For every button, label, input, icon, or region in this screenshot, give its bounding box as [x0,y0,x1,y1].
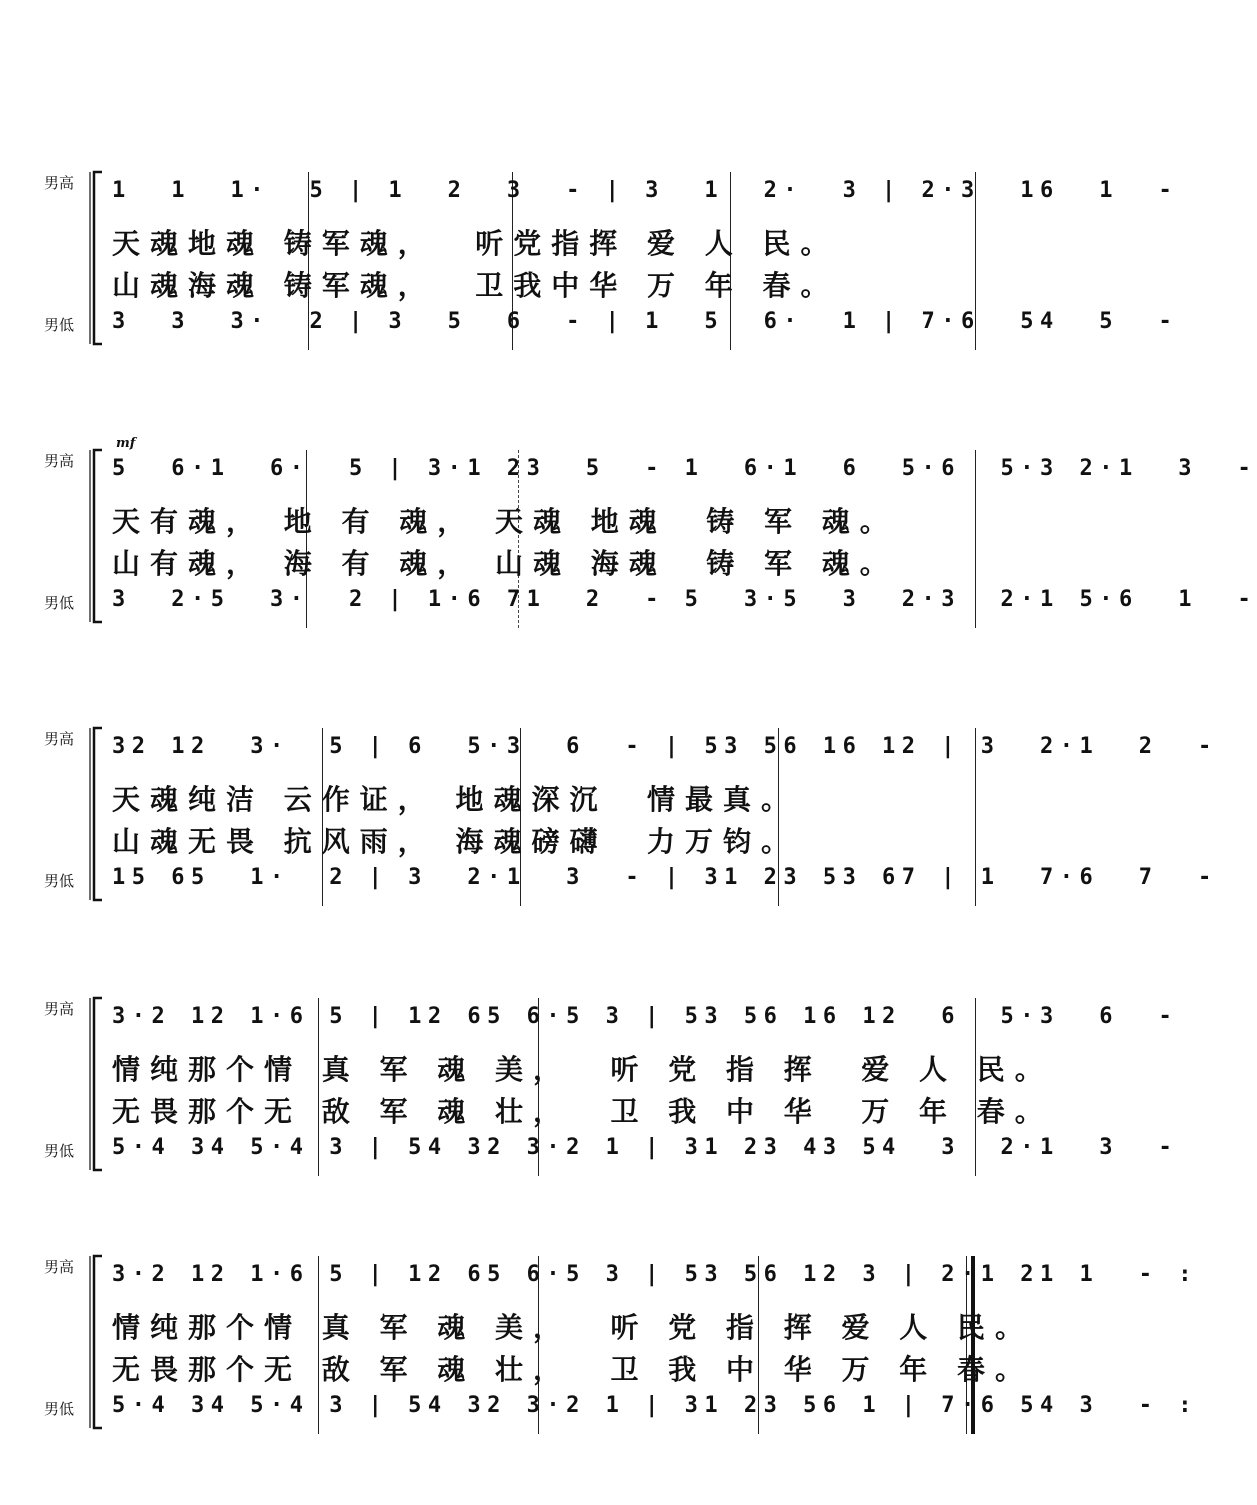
system-bracket [88,1254,104,1430]
notes-high: 3·2 12 1·6 5 | 12 65 6·5 3 | 53 56 16 12 6 5·3 6 - [112,1004,1179,1029]
notes-high: 32 12 3· 5 | 6 5·3 6 - | 53 56 16 12 | 3 2·1 2 - [112,734,1218,759]
system-bracket [88,170,104,346]
lyrics-verse-2: 山魂无畏 抗风雨， 海魂磅礴 力万钧。 [112,825,799,858]
system-2 [0,436,1257,642]
part-label-low: 男低 [44,1142,75,1160]
part-label-low: 男低 [44,1400,75,1418]
part-label-high: 男高 [44,1000,75,1018]
part-label-high: 男高 [44,1258,75,1276]
lyrics-verse-2: 无畏那个无 敌 军 魂 壮， 卫 我 中 华 万 年 春。 [112,1095,1053,1128]
lyrics-verse-1: 天有魂， 地 有 魂， 天魂 地魂 铸 军 魂。 [112,505,898,538]
notes-low: 15 65 1· 2 | 3 2·1 3 - | 31 23 53 67 | 1 7·6 7 - [112,865,1218,890]
system-bracket [88,448,104,624]
lyrics-verse-2: 无畏那个无 敌 军 魂 壮， 卫 我 中 华 万 年 春。 [112,1353,1033,1386]
part-label-low: 男低 [44,316,75,334]
notes-low: 3 3 3· 2 | 3 5 6 - | 1 5 6· 1 | 7·6 54 5 - [112,309,1179,334]
notes-low: 5·4 34 5·4 3 | 54 32 3·2 1 | 31 23 43 54 3 2·1 3 - [112,1135,1179,1160]
lyrics-verse-2: 山魂海魂 铸军魂， 卫我中华 万 年 春。 [112,269,839,302]
part-label-low: 男低 [44,872,75,890]
system-5 [0,1248,1198,1448]
notes-low: 3 2·5 3· 2 | 1·6 71 2 - 5 3·5 3 2·3 2·1 5·6 1 - [112,587,1257,612]
notes-high: 1 1 1· 5 | 1 2 3 - | 3 1 2· 3 | 2·3 16 1 - [112,178,1179,203]
notes-high: 5 6·1 6· 5 | 3·1 23 5 - 1 6·1 6 5·6 5·3 2·1 3 - [112,456,1257,481]
part-label-high: 男高 [44,730,75,748]
system-1 [0,164,1179,364]
lyrics-verse-1: 情纯那个情 真 军 魂 美， 听 党 指 挥 爱 人 民。 [112,1053,1053,1086]
system-4 [0,990,1179,1190]
lyrics-verse-1: 天魂纯洁 云作证， 地魂深沉 情最真。 [112,783,799,816]
part-label-high: 男高 [44,452,75,470]
notes-high: 3·2 12 1·6 5 | 12 65 6·5 3 | 53 56 12 3 | 2·1 21 1 - : [112,1262,1198,1287]
lyrics-verse-1: 天魂地魂 铸军魂， 听党指挥 爱 人 民。 [112,227,839,260]
part-label-high: 男高 [44,174,75,192]
lyrics-verse-2: 山有魂， 海 有 魂， 山魂 海魂 铸 军 魂。 [112,547,898,580]
system-3 [0,720,1218,920]
notes-low: 5·4 34 5·4 3 | 54 32 3·2 1 | 31 23 56 1 | 7·6 54 3 - : [112,1393,1198,1418]
dynamic-marking: mf [116,436,136,451]
lyrics-verse-1: 情纯那个情 真 军 魂 美， 听 党 指 挥 爱 人 民。 [112,1311,1033,1344]
part-label-low: 男低 [44,594,75,612]
system-bracket [88,996,104,1172]
system-bracket [88,726,104,902]
